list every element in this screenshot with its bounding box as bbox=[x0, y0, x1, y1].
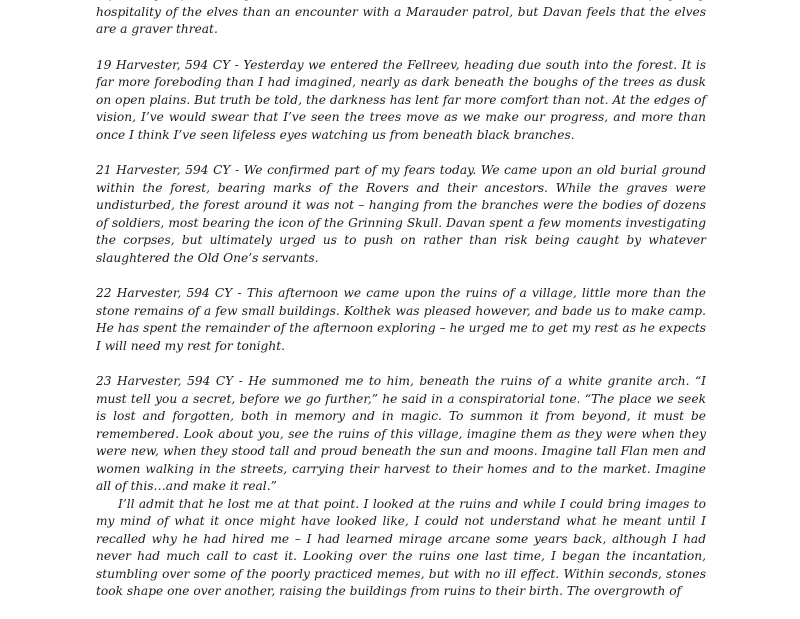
journal-paragraph-continued: hospitality of the elves than an encounter with a Marauder patrol, but Davan feels that the elves are a graver threat. bbox=[96, 4, 706, 36]
journal-text bbox=[96, 0, 706, 619]
journal-entry-23-harvester: 23 Harvester, 594 CY - He summoned me to him, beneath the ruins of a white granite arch. “I must tell you a secret, before we go further,” he said in a conspiratorial tone. “The place we seek is lost and forgotten, both in memory and in magic. To summon it from beyond, it must be remembered. Look about you, see the ruins of this village, imagine them as they were when they were new, when they stood tall and proud beneath the sun and moons. Imagine tall Flan men and women walking in the streets, carrying their harvest to their homes and to the market. Imagine all of this…and make it real.” bbox=[96, 374, 706, 493]
journal-entry-22-harvester: 22 Harvester, 594 CY - This afternoon we came upon the ruins of a village, little more than the stone remains of a few small buildings. Kolthek was pleased however, and bade us to make camp. He has spent the remainder of the afternoon exploring – he urged me to get my rest as he expects I will need my rest for tonight. bbox=[96, 286, 706, 353]
journal-entry-23-harvester-continued: I’ll admit that he lost me at that point. I looked at the ruins and while I could bring images to my mind of what it once might have looked like, I could not understand what he meant until I recalled why he had hired me – I had learned mirage arcane some years back, although I had never had much call to cast it. Looking over the ruins one last time, I began the incantation, stumbling over some of the poorly practiced memes, but with no ill effect. Within seconds, stones took shape one over another, raising the buildings from ruins to their birth. The overgrowth of bbox=[96, 496, 706, 598]
journal-entry-19-harvester: 19 Harvester, 594 CY - Yesterday we entered the Fellreev, heading due south into the forest. It is far more foreboding than I had imagined, nearly as dark beneath the boughs of the trees as dusk on open plains. But truth be told, the darkness has lent far more comfort than not. At the edges of vision, I’ve would swear that I’ve seen the trees move as we make our progress, and more than once I think I’ve seen lifeless eyes watching us from beneath black branches. bbox=[96, 57, 706, 142]
journal-entry-21-harvester: 21 Harvester, 594 CY - We confirmed part of my fears today. We came upon an old burial ground within the forest, bearing marks of the Rovers and their ancestors. While the graves were undisturbed, the forest around it was not – hanging from the branches were the bodies of dozens of soldiers, most bearing the icon of the Grinning Skull. Davan spent a few moments investigating the corpses, but ultimately urged us to push on rather than risk being caught by whatever slaughtered the Old One’s servants. bbox=[96, 163, 706, 265]
